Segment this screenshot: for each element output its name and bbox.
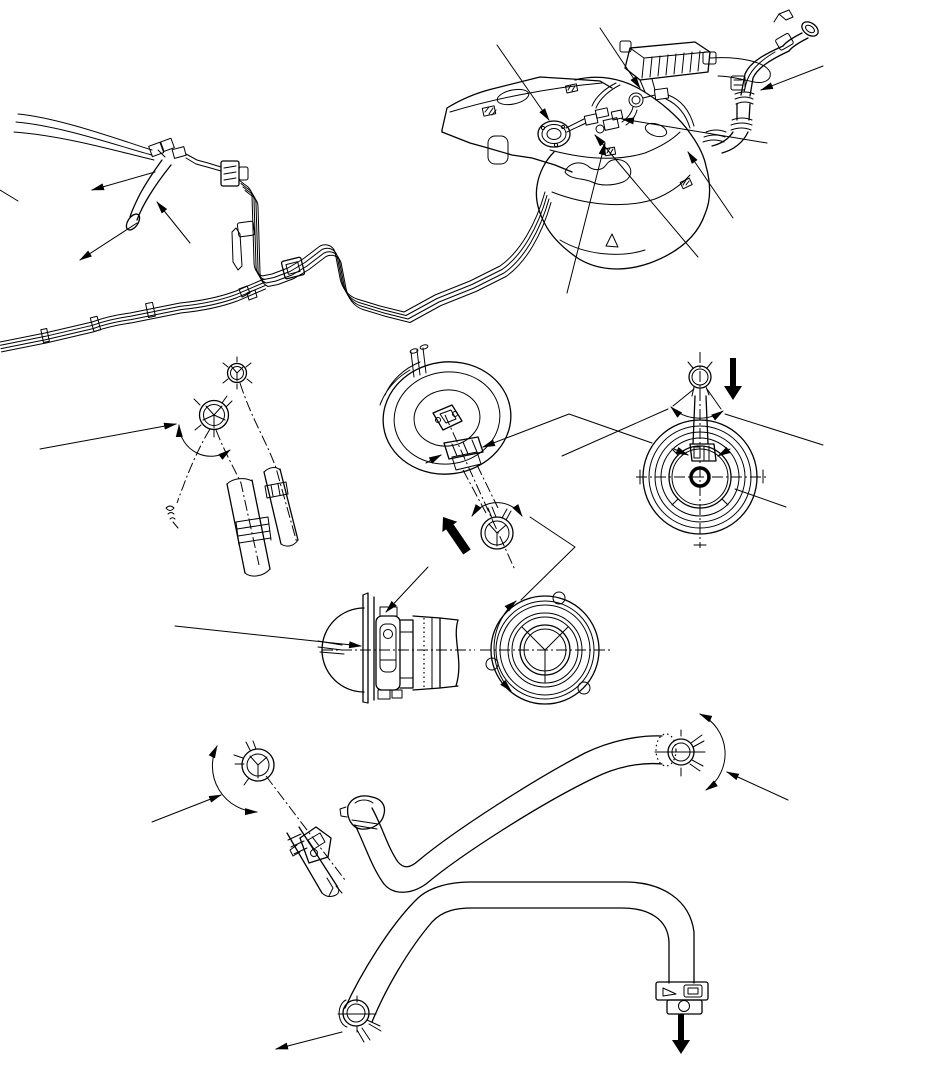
press-down-arrow	[724, 358, 742, 400]
module-center-fitting	[433, 405, 462, 430]
screw	[166, 506, 178, 528]
module-outlet-fitting	[444, 437, 498, 513]
large-clamp	[194, 396, 232, 437]
press-down-arrow	[672, 1014, 690, 1054]
leader-to-cap	[521, 517, 575, 600]
bellows	[731, 92, 754, 130]
sender-fittings	[566, 108, 623, 133]
retaining-clip	[656, 982, 708, 1014]
fuel-line-loop	[622, 88, 694, 128]
tube-left	[227, 479, 271, 576]
vent-tube-view	[276, 882, 708, 1054]
leader-line	[725, 414, 823, 445]
install-direction-arrow	[442, 517, 470, 555]
vent-tube-clamp	[338, 996, 381, 1042]
evap-canister	[620, 41, 770, 92]
clamp-tube-detail-view	[40, 357, 298, 576]
fuel-line-bundle	[0, 161, 551, 352]
filler-tube	[355, 734, 676, 892]
pump-module-side-view	[175, 567, 475, 703]
hose-end-fitting	[340, 796, 385, 829]
filler-tube-view	[152, 714, 788, 897]
rotate-arrow-arc	[472, 503, 522, 516]
small-clamp	[223, 357, 252, 389]
fuel-cap-view	[480, 592, 612, 704]
rotate-arrow-arc	[671, 407, 723, 418]
front-hose-assembly	[0, 114, 221, 232]
pump-body	[376, 607, 459, 699]
flange-plate	[363, 593, 374, 703]
callout-leader-lines	[80, 28, 823, 293]
module-hose-clamp	[481, 507, 513, 549]
rotate-arrow-arc	[179, 425, 230, 456]
vent-tube	[345, 882, 694, 1022]
filler-tube-end-clamp	[655, 730, 705, 776]
tank-assembly-view	[0, 10, 823, 352]
pump-module-top-view	[376, 344, 668, 600]
filler-neck	[703, 10, 821, 153]
tube-right	[264, 468, 298, 547]
pump-module-on-tank	[538, 83, 694, 147]
grommet-top-view	[636, 352, 823, 548]
bundle-left-run	[0, 279, 266, 352]
canister-hose	[592, 83, 620, 108]
